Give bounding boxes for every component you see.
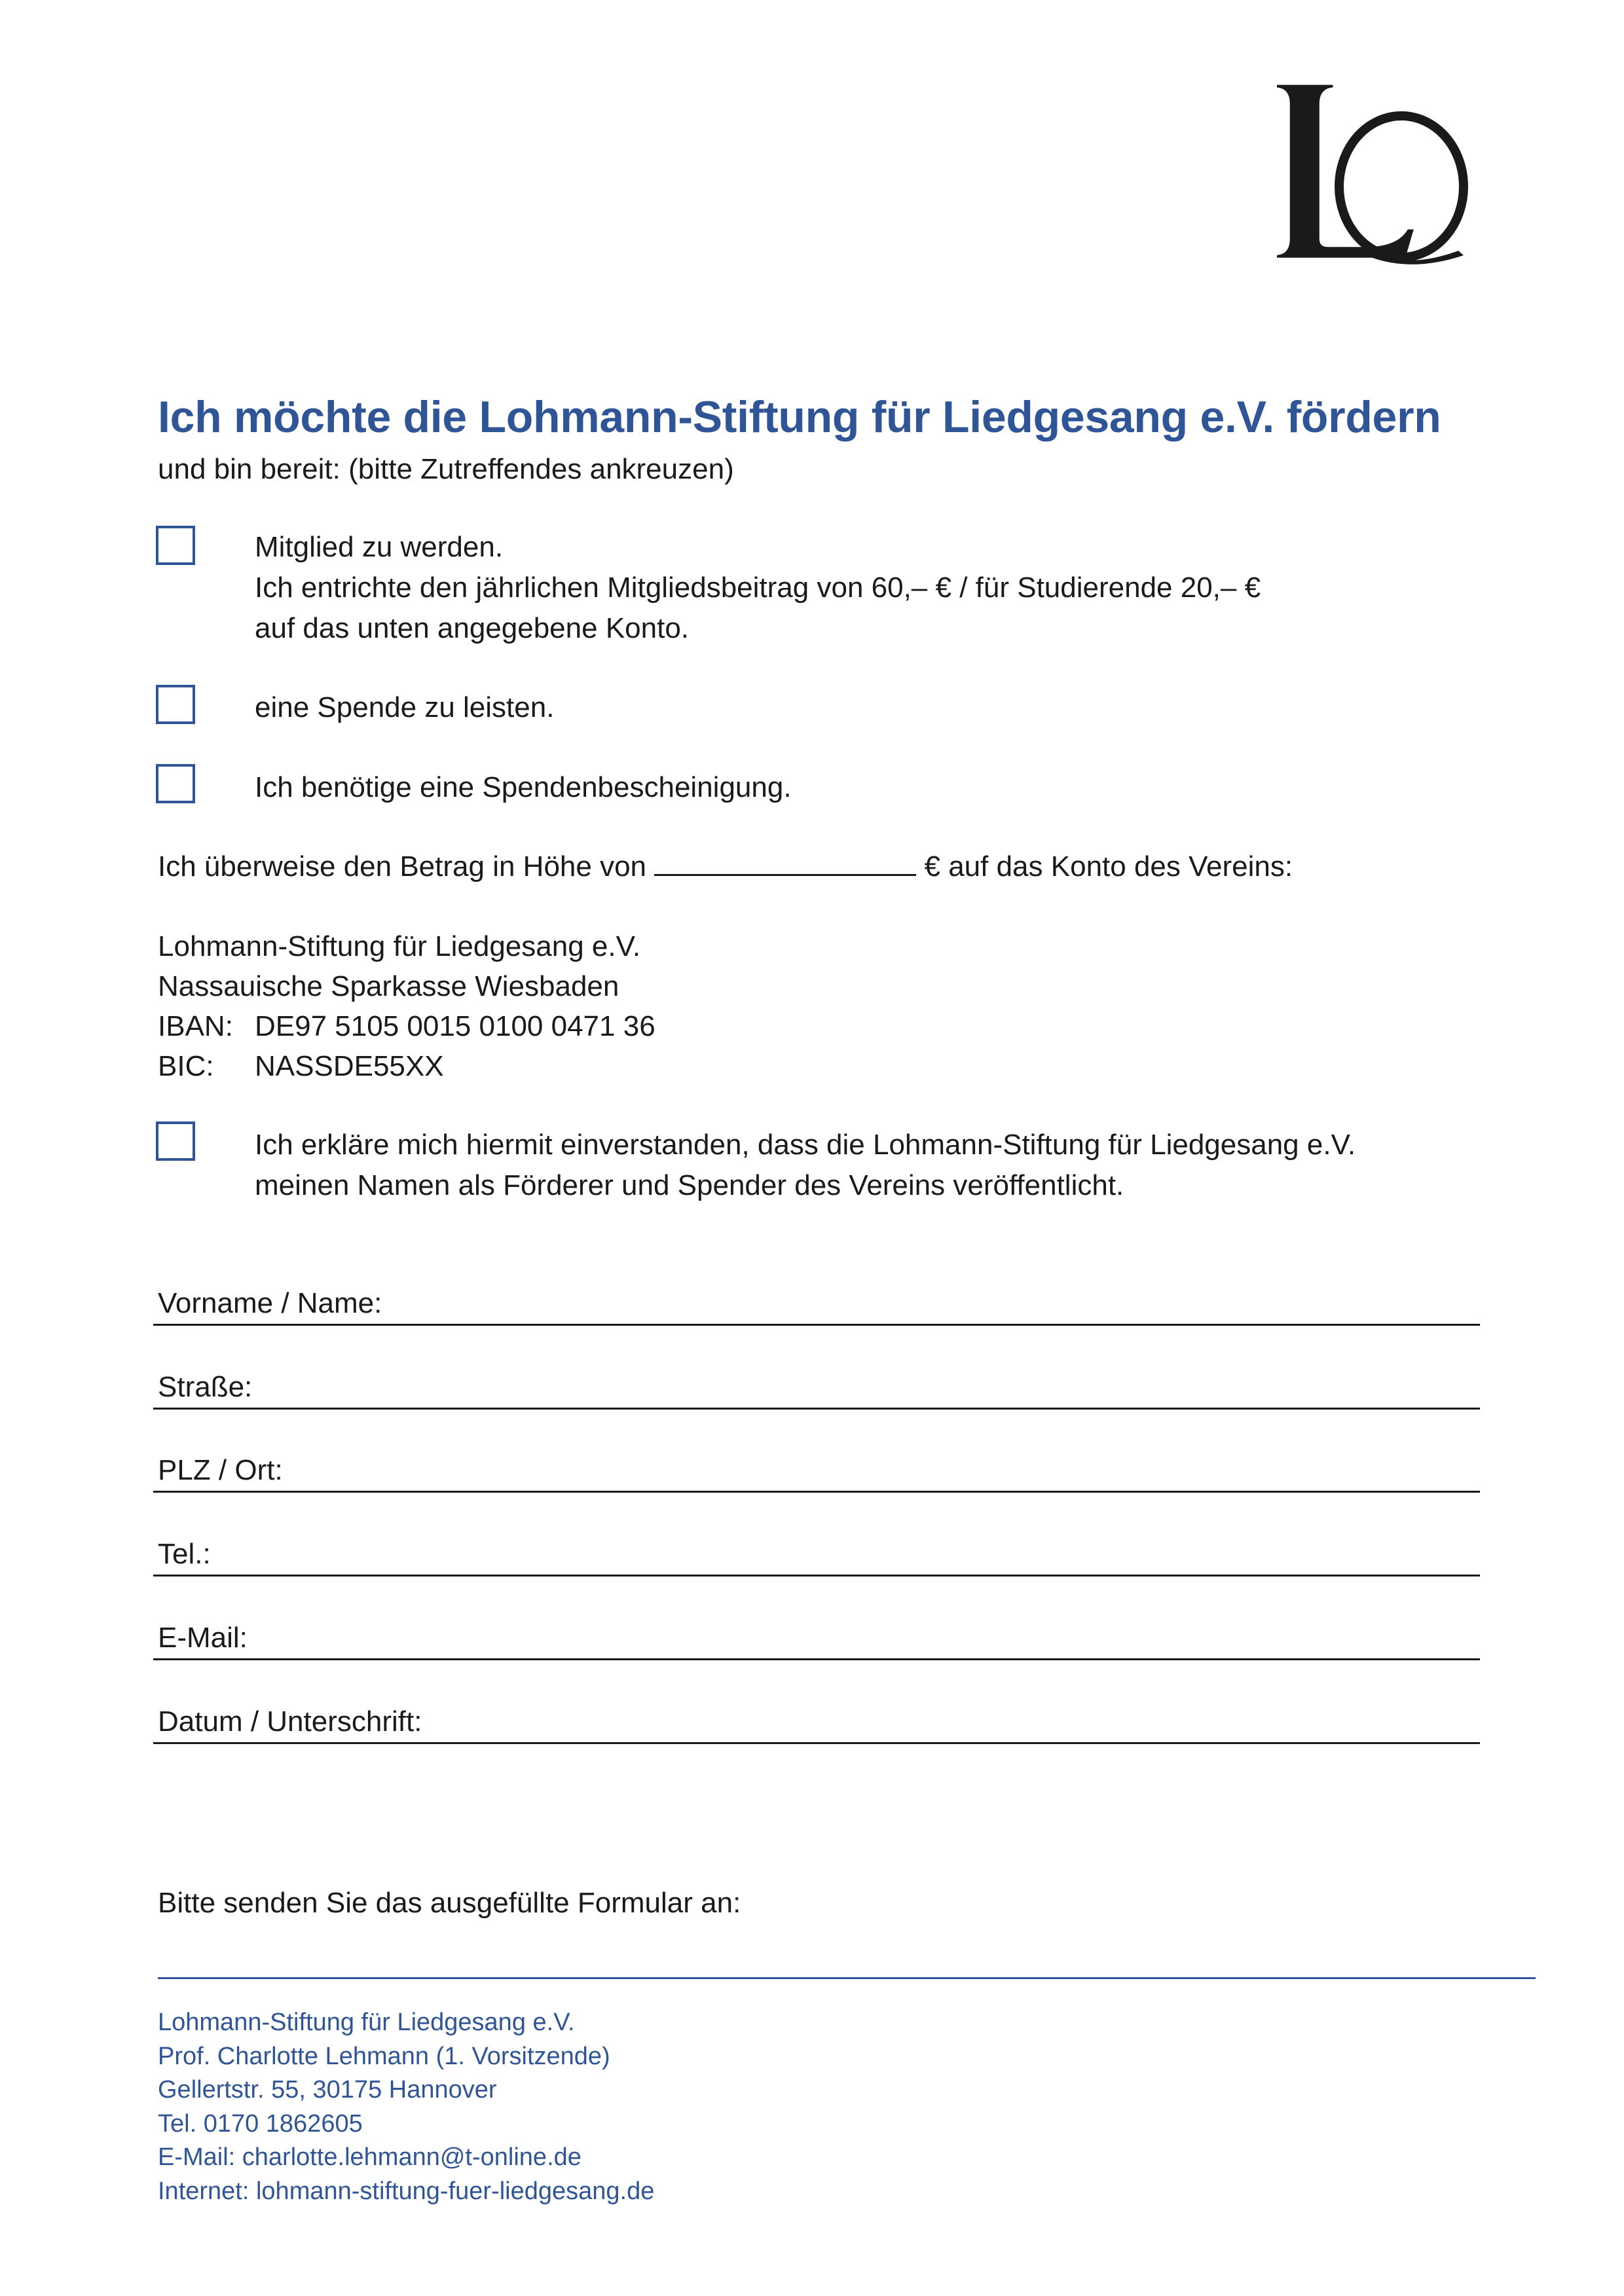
transfer-text-before: Ich überweise den Betrag in Höhe von xyxy=(158,850,647,883)
page-title: Ich möchte die Lohmann-Stiftung für Liedgesang e.V. fördern xyxy=(158,392,1441,442)
name-field-label: Vorname / Name: xyxy=(158,1287,382,1319)
phone-field-label: Tel.: xyxy=(158,1538,211,1570)
name-field xyxy=(153,1267,1480,1326)
street-field-label: Straße: xyxy=(158,1371,253,1403)
membership-option-text xyxy=(255,527,1261,649)
footer-line-email[interactable]: E-Mail: charlotte.lehmann@t-online.de xyxy=(158,2143,581,2171)
donation-option-text: eine Spende zu leisten. xyxy=(255,691,555,723)
footer-divider xyxy=(158,1977,1536,1979)
membership-line-3: auf das unten angegebene Konto. xyxy=(255,612,690,644)
lo-logo-mark xyxy=(1267,75,1483,272)
transfer-sentence xyxy=(158,847,1293,887)
date-signature-field xyxy=(153,1685,1480,1744)
transfer-text-after: € auf das Konto des Vereins: xyxy=(924,850,1293,883)
zip-city-field-label: PLZ / Ort: xyxy=(158,1454,283,1486)
email-field-label: E-Mail: xyxy=(158,1622,248,1654)
lo-logo xyxy=(1267,75,1483,272)
page-subtitle: und bin bereit: (bitte Zutreffendes ankreuzen) xyxy=(158,453,734,485)
bank-account-holder: Lohmann-Stiftung für Liedgesang e.V. xyxy=(158,930,641,962)
bank-iban-row xyxy=(158,1006,655,1047)
zip-city-input[interactable] xyxy=(559,1450,1480,1488)
phone-input[interactable] xyxy=(559,1534,1480,1572)
bank-name: Nassauische Sparkasse Wiesbaden xyxy=(158,970,619,1002)
consent-checkbox[interactable] xyxy=(156,1121,195,1161)
consent-line-1: Ich erkläre mich hiermit einverstanden, dass die Lohmann-Stiftung für Liedgesang e.V. xyxy=(255,1129,1356,1161)
street-input[interactable] xyxy=(559,1367,1480,1405)
street-field xyxy=(153,1351,1480,1410)
iban-label: IBAN: xyxy=(158,1010,233,1042)
footer-line-phone: Tel. 0170 1862605 xyxy=(158,2109,363,2138)
donation-checkbox[interactable] xyxy=(156,685,195,724)
footer-address xyxy=(158,2006,654,2208)
send-note: Bitte senden Sie das ausgefüllte Formular an: xyxy=(158,1887,741,1919)
footer-line-address: Gellertstr. 55, 30175 Hannover xyxy=(158,2076,497,2104)
bank-bic-row xyxy=(158,1046,444,1087)
date-signature-input[interactable] xyxy=(559,1702,1480,1740)
membership-line-2: Ich entrichte den jährlichen Mitgliedsbeitrag von 60,– € / für Studierende 20,– € xyxy=(255,572,1261,604)
consent-text xyxy=(255,1125,1356,1206)
iban-value: DE97 5105 0015 0100 0471 36 xyxy=(255,1010,655,1042)
zip-city-field xyxy=(153,1434,1480,1493)
footer-line-org: Lohmann-Stiftung für Liedgesang e.V. xyxy=(158,2009,575,2036)
name-input[interactable] xyxy=(559,1283,1480,1321)
receipt-option-text: Ich benötige eine Spendenbescheinigung. xyxy=(255,771,792,803)
email-field xyxy=(153,1601,1480,1660)
bic-value: NASSDE55XX xyxy=(255,1050,444,1082)
receipt-checkbox[interactable] xyxy=(156,764,195,803)
date-signature-field-label: Datum / Unterschrift: xyxy=(158,1705,422,1738)
membership-line-1: Mitglied zu werden. xyxy=(255,531,504,563)
bic-label: BIC: xyxy=(158,1050,214,1082)
footer-line-contact-person: Prof. Charlotte Lehmann (1. Vorsitzende) xyxy=(158,2042,610,2070)
membership-checkbox[interactable] xyxy=(156,526,195,565)
email-input[interactable] xyxy=(559,1618,1480,1656)
phone-field xyxy=(153,1518,1480,1576)
consent-line-2: meinen Namen als Förderer und Spender des Vereins veröffentlicht. xyxy=(255,1169,1124,1201)
amount-blank-line[interactable] xyxy=(654,848,916,876)
footer-line-website[interactable]: Internet: lohmann-stiftung-fuer-liedgesang.de xyxy=(158,2177,655,2205)
